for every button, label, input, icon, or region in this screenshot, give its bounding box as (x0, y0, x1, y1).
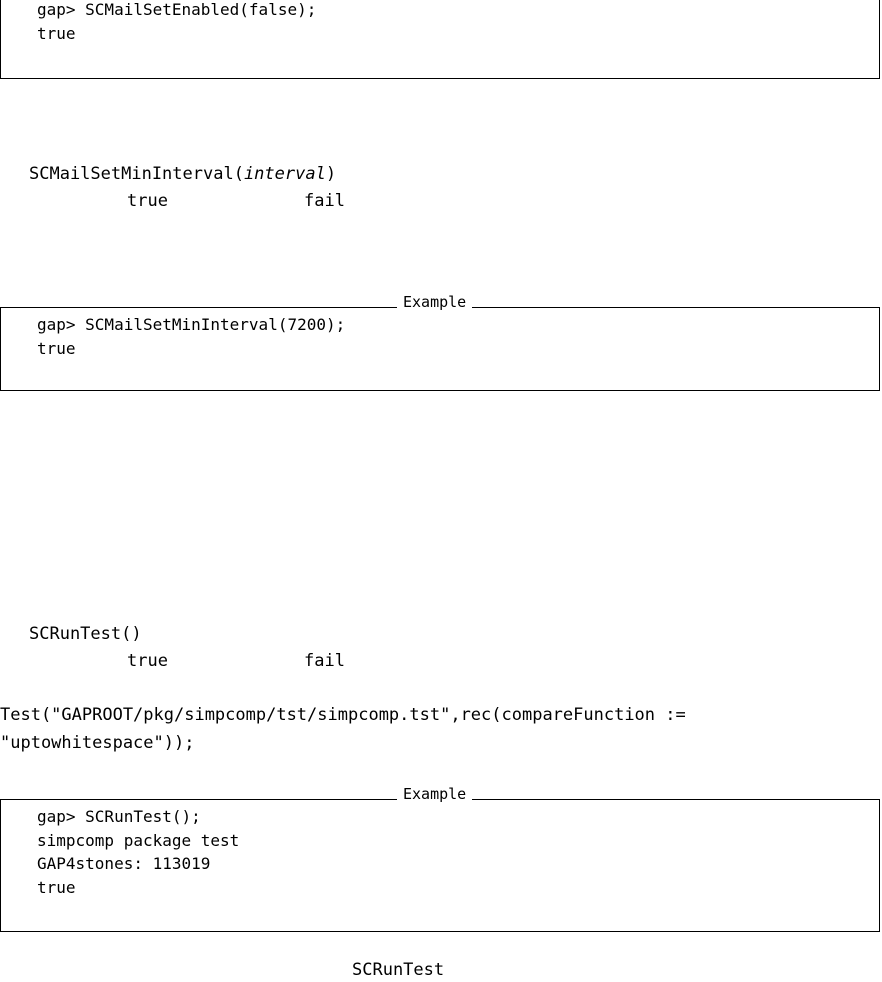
return-true-label: true (127, 191, 168, 211)
function-signature-mail-min-interval (29, 162, 336, 186)
code-line: true (37, 23, 76, 43)
example-code-min-interval (37, 313, 345, 360)
function-close: ) (325, 164, 337, 184)
function-signature-run-test: SCRunTest() (29, 624, 142, 644)
return-true-label: true (127, 651, 168, 671)
function-name: SCMailSetMinInterval( (29, 164, 244, 184)
code-line: GAP4stones: 113019 (37, 854, 211, 873)
code-line: true (37, 877, 76, 897)
function-reference: SCRunTest (352, 960, 445, 980)
example-label: Example (397, 785, 472, 803)
example-code-run-test (37, 805, 239, 899)
example-code-mail-enabled (37, 0, 316, 45)
code-line: gap> SCMailSetMinInterval(7200); (37, 315, 346, 334)
code-line: gap> SCMailSetEnabled(false); (37, 0, 317, 19)
return-fail-label: fail (304, 651, 345, 671)
code-line: true (37, 338, 76, 358)
code-line: simpcomp package test (37, 830, 240, 850)
test-call-line: Test("GAPROOT/pkg/simpcomp/tst/simpcomp.tst",rec(compareFunction := (0, 705, 686, 725)
return-fail-label: fail (304, 191, 345, 211)
function-param: interval (243, 164, 326, 184)
example-label: Example (397, 293, 472, 311)
code-line: gap> SCRunTest(); (37, 807, 201, 826)
test-call-line: "uptowhitespace")); (0, 733, 195, 753)
